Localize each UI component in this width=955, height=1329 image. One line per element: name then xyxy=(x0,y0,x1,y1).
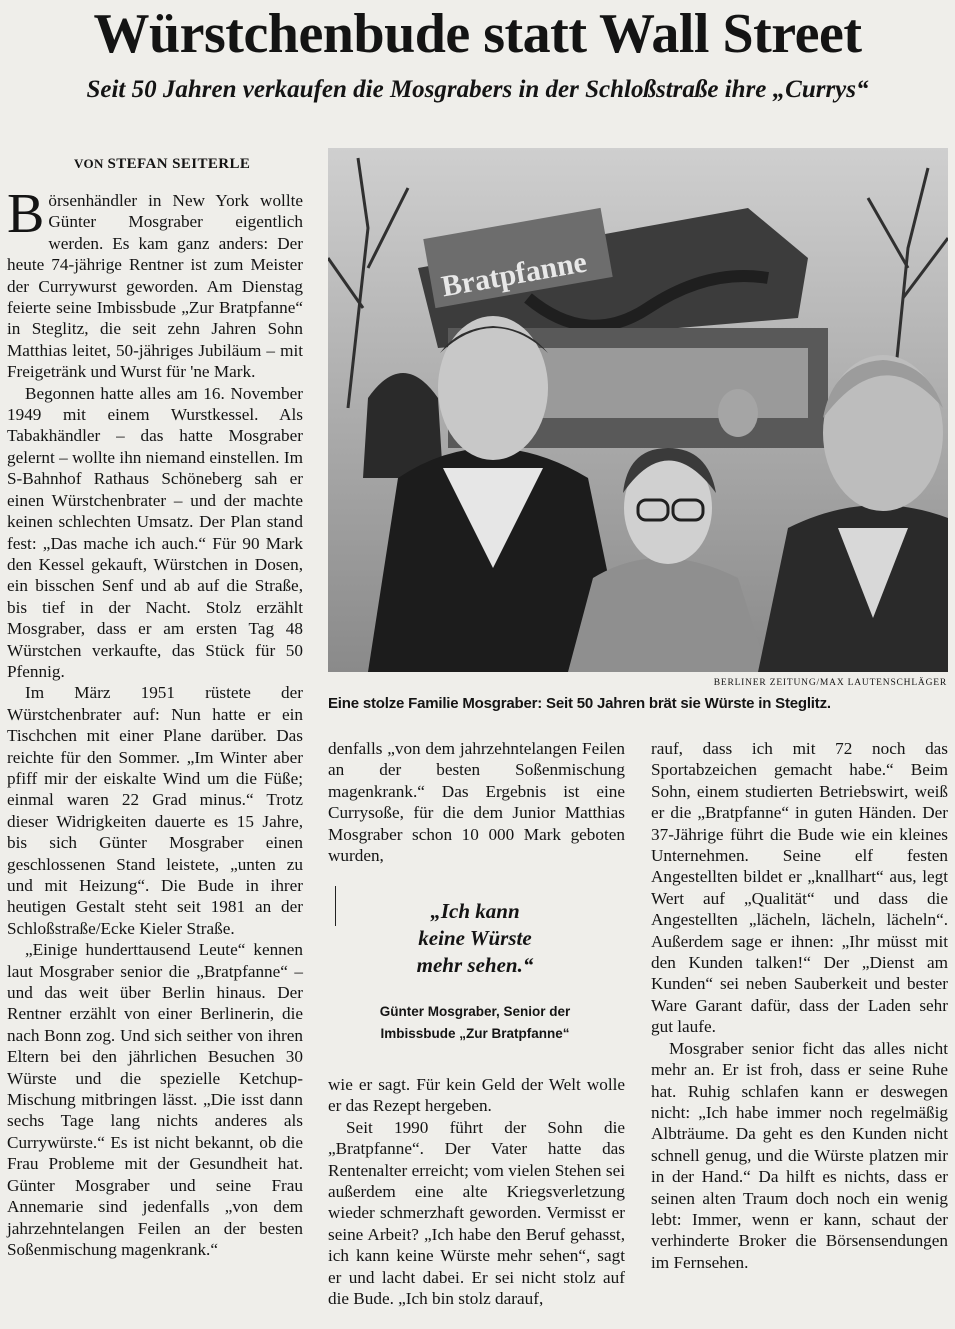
subheadline: Seit 50 Jahren verkaufen die Mosgrabers in der Schloßstraße ihre „Currys“ xyxy=(86,76,869,103)
kiosk-sign-text: Bratpfanne xyxy=(439,245,590,304)
paragraph-2: Begonnen hatte alles am 16. November 1949 mit einem Wurstkessel. Als Tabakhändler – das hatte Mosgraber gelernt – wollte ihn niemand einstellen. Im S-Bahnhof Rathaus Schöneberg sah er einen Würstchenbrater – und der machte keinen schlechten Umsatz. Der Plan stand fest: „Das mache ich auch.“ Für 90 Mark den Kessel gekauft, Würstchen in Dosen, ein bisschen Senf und ab auf die Straße, bis tief in der Nacht. Stolz erzählt Mosgraber, dass er am ersten Tag 48 Würstchen verkaufte, das Stück für 50 Pfennig. xyxy=(7,383,303,681)
byline-prefix: VON xyxy=(74,156,104,171)
pull-quote-text xyxy=(343,898,607,979)
paragraph-5: denfalls „von dem jahrzehntelangen Feilen an der besten Soßenmischung magenkrank.“ Das Ergebnis ist eine Currysoße, für die dem Junior Matthias Mosgraber schon 10 000 Mark geboten wurden, xyxy=(328,739,625,866)
article-column-3 xyxy=(651,738,948,1273)
article-column-1 xyxy=(7,183,303,1260)
photo-illustration xyxy=(328,148,948,672)
byline-author: STEFAN SEITERLE xyxy=(107,156,251,172)
article-column-2-top xyxy=(328,738,625,866)
byline xyxy=(74,156,250,173)
pull-quote-rule xyxy=(335,886,336,926)
paragraph-6: wie er sagt. Für kein Geld der Welt wolle er das Rezept hergeben. xyxy=(328,1075,625,1116)
photo-credit: BERLINER ZEITUNG/MAX LAUTENSCHLÄGER xyxy=(713,678,947,688)
article-column-2-bottom xyxy=(328,1074,625,1309)
pull-quote-line-1: „Ich kann xyxy=(430,899,520,923)
paragraph-9: Mosgraber senior ficht das alles nicht mehr an. Er ist froh, dass er seine Ruhe hat. Ruhig schlafen kann er deswegen nicht: „Ich habe immer noch regelmäßig Albträume. Da geht es den Kunden nicht schnell genug, und die Würste platzen mir in der Hand.“ Da hilft es nichts, dass er seinen alten Traum doch noch ein wenig lebt: Immer, wenn er kann, schaut der verhinderte Broker die Börsensendungen im Fernsehen. xyxy=(651,1038,948,1272)
pull-quote xyxy=(343,898,607,1045)
paragraph-4: „Einige hunderttausend Leute“ kennen laut Mosgraber senior die „Bratpfanne“ – und das weit über Berlin hinaus. Der Rentner erzählt von einer Berlinerin, die nach Bonn zog. Und sich seither von ihren Eltern bei den jährlichen Besuchen 30 Würste und die spezielle Ketchup-Mischung mitbringen lässt. „Die isst dann sechs Tage lang nichts anderes als Currywürste.“ Es ist nicht bekannt, ob die Frau Probleme mit der Gesundheit hat. Günter Mosgraber und seine Frau Annemarie sind jedenfalls „von dem jahrzehntelangen Feilen an der besten Soßenmischung magenkrank.“ xyxy=(7,940,303,1259)
paragraph-8: rauf, dass ich mit 72 noch das Sportabzeichen gemacht habe.“ Beim Sohn, einem studierten Betriebswirt, weiß er die „Bratpfanne“ in guten Händen. Der 37-Jährige führt die Bude wie ein kleines Unternehmen. Seine elf festen Angestellten bildet er „knallhart“ aus, legt Wert auf „Qualität“ und dass die Angestellten „lächeln, lächeln, lächeln“. Außerdem sage er ihnen: „Ihr müsst mit den Kunden talken!“ Der „Dienst am Kunden“ sei neben Sauberkeit und bester Ware Garant dafür, dass der Laden sehr gut laufe. xyxy=(651,739,948,1037)
pull-quote-attribution-line-2: Imbissbude „Zur Bratpfanne“ xyxy=(380,1026,570,1041)
pull-quote-line-2: keine Würste xyxy=(418,926,532,950)
paragraph-1-text: örsenhändler in New York wollte Günter Mosgraber eigentlich werden. Es kam ganz anders: Der heute 74-jährige Rentner ist zum Meister der Currywurst geworden. Am Dienstag feierte seine Imbissbude „Zur Bratpfanne“ in Steglitz, die seit zehn Jahren Sohn Matthias leitet, 50-jähriges Jubiläum – mit Freigetränk und Wurst für 'ne Mark. xyxy=(7,191,303,382)
photo-caption: Eine stolze Familie Mosgraber: Seit 50 Jahren brät sie Würste in Steglitz. xyxy=(328,695,831,712)
paragraph-7: Seit 1990 führt der Sohn die „Bratpfanne“. Der Vater hatte das Rentenalter erreicht; vom vielen Stehen sei außerdem eine alte Kriegsverletzung wieder schmerzhaft geworden. Vermisst er seine Arbeit? „Ich habe den Beruf gehasst, ich kann keine Würste mehr sehen“, sagt er und lacht dabei. Er sei nicht stolz auf die Bude. „Ich bin stolz darauf, xyxy=(328,1117,625,1309)
news-photo xyxy=(328,148,948,672)
pull-quote-attribution xyxy=(343,1001,607,1045)
pull-quote-line-3: mehr sehen.“ xyxy=(416,953,534,977)
paragraph-1 xyxy=(7,183,303,383)
pull-quote-attribution-line-1: Günter Mosgraber, Senior der xyxy=(379,1004,571,1019)
headline: Würstchenbude statt Wall Street xyxy=(93,3,862,65)
paragraph-3: Im März 1951 rüstete der Würstchenbrater auf: Nun hatte er ein Tischchen mit einer Plane darüber. Das reichte für den Sommer. „Im Winter aber pfiff mir der eiskalte Wind um die Füße; einmal waren 22 Grad minus.“ Trotz dieser Widrigkeiten dauerte es 15 Jahre, bis sich Günter Mosgraber einen geschlossenen Stand leistete, „unten zu und mit Heizung“. Die Bude in ihrer heutigen Gestalt steht seit 1981 an der Schloßstraße/Ecke Kieler Straße. xyxy=(7,683,303,938)
drop-cap: B xyxy=(7,183,45,245)
